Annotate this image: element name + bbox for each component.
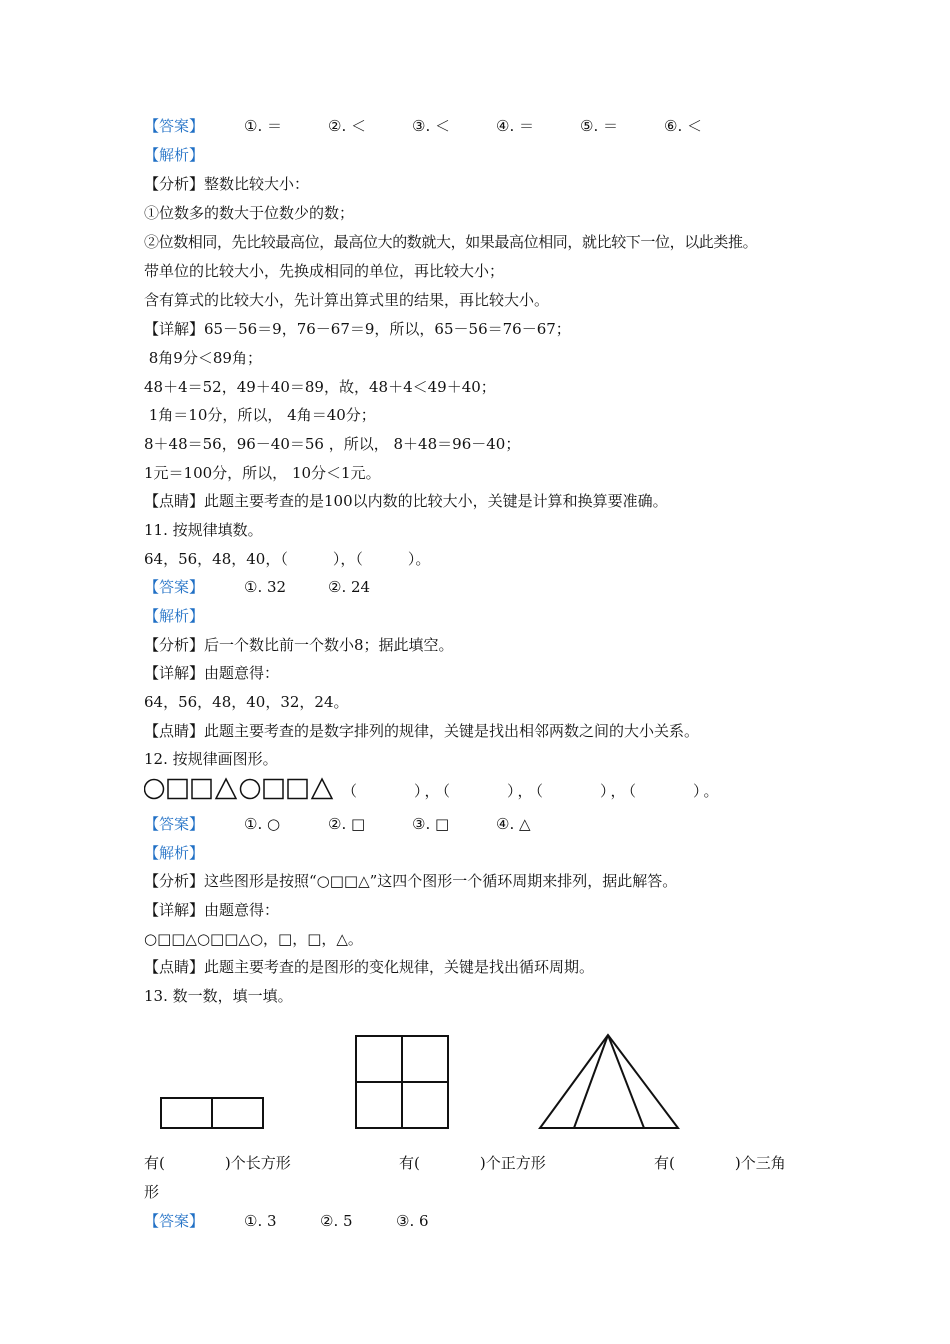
- analysis-line: ②位数相同，先比较最高位，最高位大的数就大，如果最高位相同，就比较下一位，以此类推。: [144, 233, 758, 251]
- shape-sequence-svg: [144, 777, 344, 801]
- rectangle-figure: [161, 1098, 263, 1128]
- analysis-line: 【分析】后一个数比前一个数小8；据此填空。: [144, 636, 454, 654]
- circle-shape: [145, 780, 164, 799]
- wrapped-text: 形: [144, 1183, 160, 1201]
- analysis-line: 【分析】这些图形是按照“○□□△”这四个图形一个循环周期来排列，据此解答。: [144, 872, 678, 890]
- detail-line: 【详解】由题意得：: [144, 664, 280, 682]
- answer-item: ①. 32: [244, 578, 287, 596]
- square-shape: [288, 780, 307, 799]
- blank-sequence: （ ），（ ），（ ），（ ）。: [342, 782, 722, 800]
- answer-item: ③. ＜: [412, 117, 450, 135]
- question-text: 64，56，48，40，（ ），（ ）。: [144, 550, 431, 568]
- figures: [0, 1025, 950, 1135]
- figures-svg: [0, 1025, 950, 1135]
- answer-item: ②. 24: [328, 578, 371, 596]
- analysis-line: 带单位的比较大小，先换成相同的单位，再比较大小；: [144, 262, 505, 280]
- rectangle-count-blank: 有( )个长方形: [144, 1154, 291, 1172]
- answer-item: ②. ＜: [328, 117, 366, 135]
- answer-item: ③. □: [412, 815, 450, 833]
- detail-line: 1角＝10分，所以， 4角＝40分；: [144, 406, 376, 424]
- analysis-line: 【分析】整数比较大小：: [144, 175, 310, 193]
- triangle-figure: [540, 1035, 678, 1128]
- answer-item: ④. △: [496, 815, 531, 833]
- answer-item: ①. ○: [244, 815, 281, 833]
- question-title: 12. 按规律画图形。: [144, 750, 278, 768]
- analysis-tag: 【解析】: [144, 844, 205, 862]
- answer-tag: 【答案】: [144, 117, 205, 135]
- square-grid-figure: [356, 1036, 448, 1128]
- comment-line: 【点睛】此题主要考查的是100以内数的比较大小，关键是计算和换算要准确。: [144, 492, 668, 510]
- answer-item: ⑥. ＜: [664, 117, 702, 135]
- detail-line: 64，56，48，40，32，24。: [144, 693, 349, 711]
- analysis-line: 含有算式的比较大小，先计算出算式里的结果，再比较大小。: [144, 291, 550, 309]
- answer-item: ④. ＝: [496, 117, 534, 135]
- q10-answer-row: [144, 116, 910, 136]
- answer-item: ③. 6: [396, 1212, 429, 1230]
- triangle-count-blank: 有( )个三角: [654, 1154, 786, 1172]
- comment-line: 【点睛】此题主要考查的是图形的变化规律，关键是找出循环周期。: [144, 958, 595, 976]
- triangle-shape: [216, 779, 236, 799]
- analysis-line: ①位数多的数大于位数少的数；: [144, 204, 355, 222]
- detail-line: ○□□△○□□△○，□，□，△。: [144, 930, 363, 948]
- answer-item: ②. 5: [320, 1212, 353, 1230]
- detail-line: 48＋4＝52，49＋40＝89，故，48＋4＜49＋40；: [144, 378, 496, 396]
- detail-line: 8＋48＝56，96－40＝56 ，所以， 8＋48＝96－40；: [144, 435, 521, 453]
- comment-line: 【点睛】此题主要考查的是数字排列的规律，关键是找出相邻两数之间的大小关系。: [144, 722, 700, 740]
- question-title: 11. 按规律填数。: [144, 521, 263, 539]
- q11-answer-row: [144, 577, 910, 597]
- answer-item: ⑤. ＝: [580, 117, 618, 135]
- square-shape: [192, 780, 211, 799]
- analysis-tag: 【解析】: [144, 607, 205, 625]
- answer-item: ①. ＝: [244, 117, 282, 135]
- analysis-tag: 【解析】: [144, 146, 205, 164]
- answer-tag: 【答案】: [144, 1212, 205, 1230]
- answer-item: ②. □: [328, 815, 366, 833]
- triangle-shape: [312, 779, 332, 799]
- detail-line: 1元＝100分，所以， 10分＜1元。: [144, 464, 381, 482]
- q12-answer-row: [144, 814, 910, 834]
- answer-tag: 【答案】: [144, 578, 205, 596]
- question-title: 13. 数一数，填一填。: [144, 987, 293, 1005]
- circle-shape: [241, 780, 260, 799]
- q13-answer-row: [144, 1211, 910, 1231]
- square-count-blank: 有( )个正方形: [399, 1154, 546, 1172]
- answer-item: ①. 3: [244, 1212, 277, 1230]
- square-shape: [264, 780, 283, 799]
- square-shape: [168, 780, 187, 799]
- answer-tag: 【答案】: [144, 815, 205, 833]
- detail-line: 8角9分＜89角；: [144, 349, 262, 367]
- detail-line: 【详解】65－56＝9，76－67＝9，所以，65－56＝76－67；: [144, 320, 571, 338]
- shape-sequence: [144, 777, 344, 801]
- detail-line: 【详解】由题意得：: [144, 901, 280, 919]
